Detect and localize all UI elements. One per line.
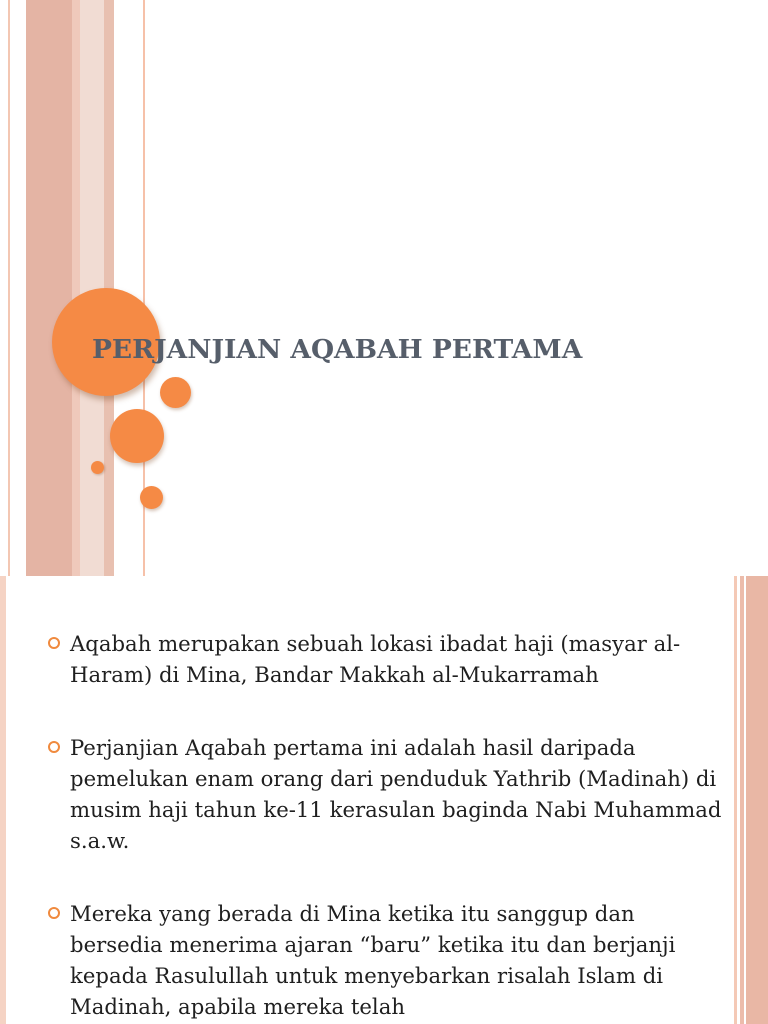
- content-slide: [0, 576, 768, 1024]
- decor-circle-small: [140, 486, 163, 509]
- bullet-ring-icon: [48, 907, 60, 919]
- bullet-item: [46, 732, 726, 856]
- bullet-list: [46, 628, 726, 1024]
- bullet-item: [46, 898, 726, 1022]
- decor-strip: [0, 576, 6, 1024]
- bullet-text: Aqabah merupakan sebuah lokasi ibadat haji (masyar al-Haram) di Mina, Bandar Makkah al-Mukarramah: [70, 631, 681, 687]
- bullet-ring-icon: [48, 637, 60, 649]
- decor-circle-small: [160, 377, 191, 408]
- decor-strip: [746, 576, 768, 1024]
- bullet-ring-icon: [48, 741, 60, 753]
- decor-circle-tiny: [91, 461, 104, 474]
- bullet-text: Mereka yang berada di Mina ketika itu sanggup dan bersedia menerima ajaran “baru” ketika itu dan berjanji kepada Rasulullah untuk menyebarkan risalah Islam di Madinah, apabila mereka telah: [70, 901, 676, 1019]
- decor-strip: [734, 576, 737, 1024]
- decor-strip: [8, 0, 10, 576]
- slide-title: PERJANJIAN AQABAH PERTAMA: [92, 334, 583, 365]
- decor-strip: [26, 0, 72, 576]
- decor-strip: [740, 576, 744, 1024]
- decor-strip: [72, 0, 80, 576]
- bullet-item: [46, 628, 726, 690]
- decor-circle-medium: [110, 409, 164, 463]
- bullet-text: Perjanjian Aqabah pertama ini adalah hasil daripada pemelukan enam orang dari penduduk Yathrib (Madinah) di musim haji tahun ke-11 kerasulan baginda Nabi Muhammad s.a.w.: [70, 735, 722, 853]
